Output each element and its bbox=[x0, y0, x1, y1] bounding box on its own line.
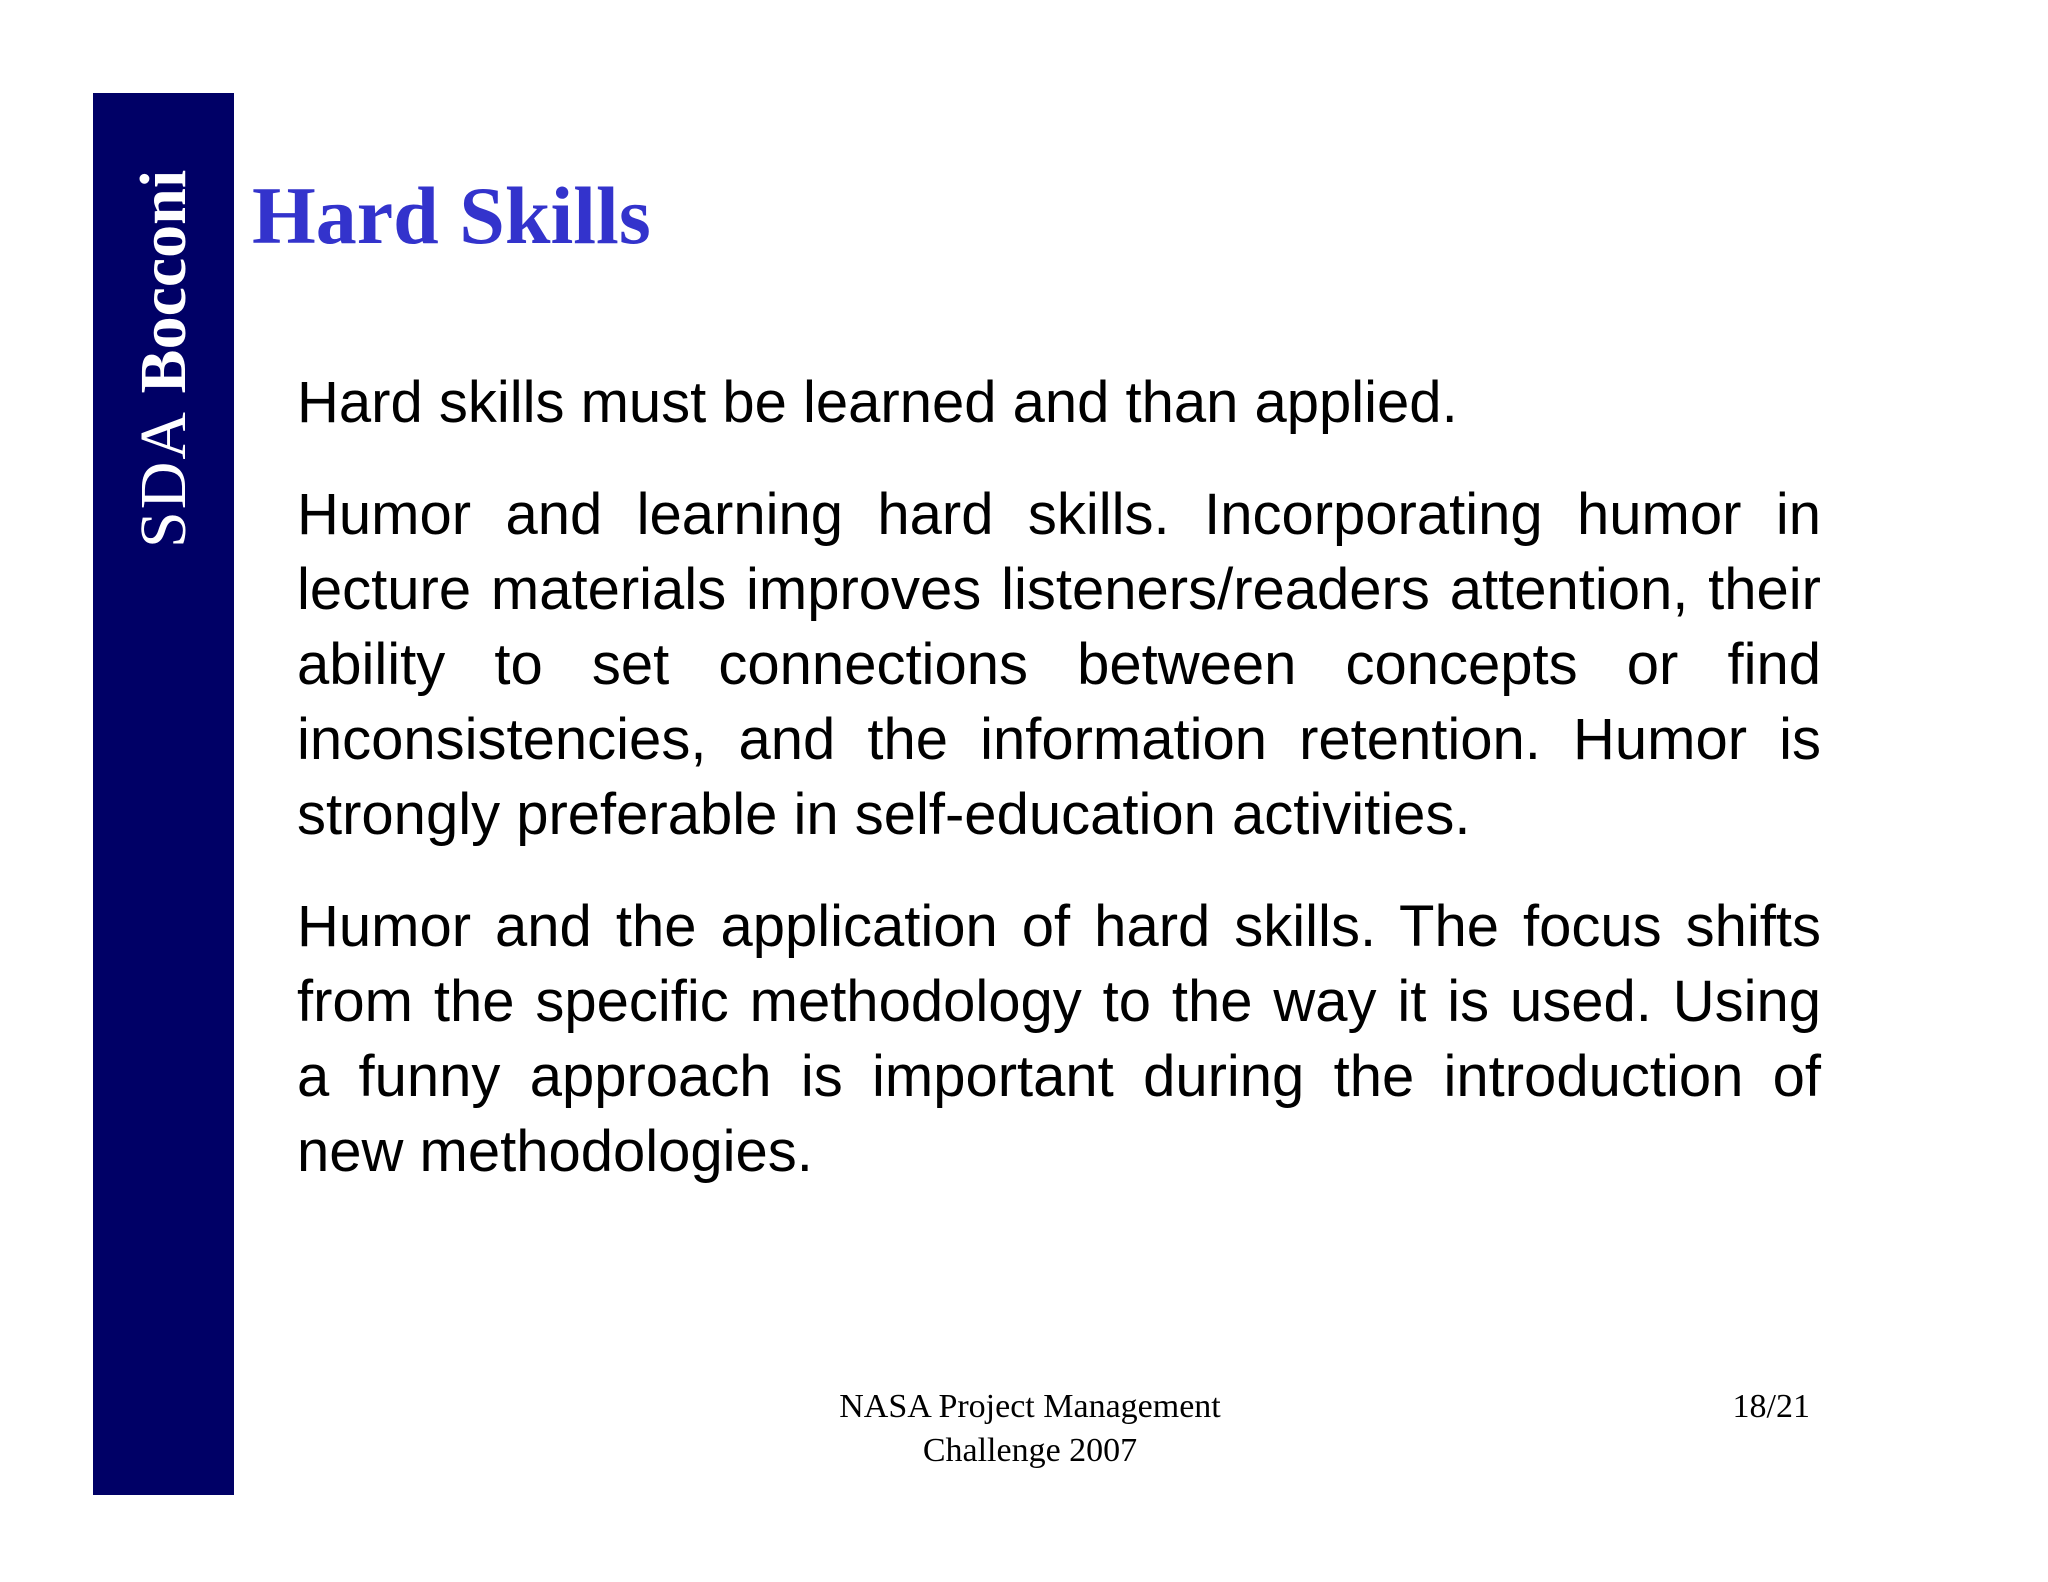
footer-line-2: Challenge 2007 bbox=[922, 1432, 1138, 1469]
sidebar-logo-band bbox=[93, 93, 234, 1495]
footer-line-1: NASA Project Management bbox=[839, 1388, 1221, 1425]
logo-sda-text: SDA bbox=[126, 409, 200, 548]
slide-body bbox=[297, 365, 1821, 1226]
footer-caption bbox=[780, 1385, 1280, 1473]
paragraph-1: Hard skills must be learned and than applied. bbox=[297, 370, 1458, 435]
sda-bocconi-logo bbox=[124, 108, 204, 548]
logo-bocconi-text: Bocconi bbox=[126, 169, 200, 394]
page-number: 18/21 bbox=[1732, 1388, 1810, 1425]
paragraph-2: Humor and learning hard skills. Incorporating humor in lecture materials improves listeners/readers attention, their ability to set connections between concepts or find inconsistencies, and the information retention. Humor is strongly preferable in self-education activities. bbox=[297, 482, 1821, 847]
slide-title: Hard Skills bbox=[252, 170, 651, 261]
paragraph-3: Humor and the application of hard skills. The focus shifts from the specific methodology to the way it is used. Using a funny approach is important during the introduction of new methodologies. bbox=[297, 894, 1821, 1184]
